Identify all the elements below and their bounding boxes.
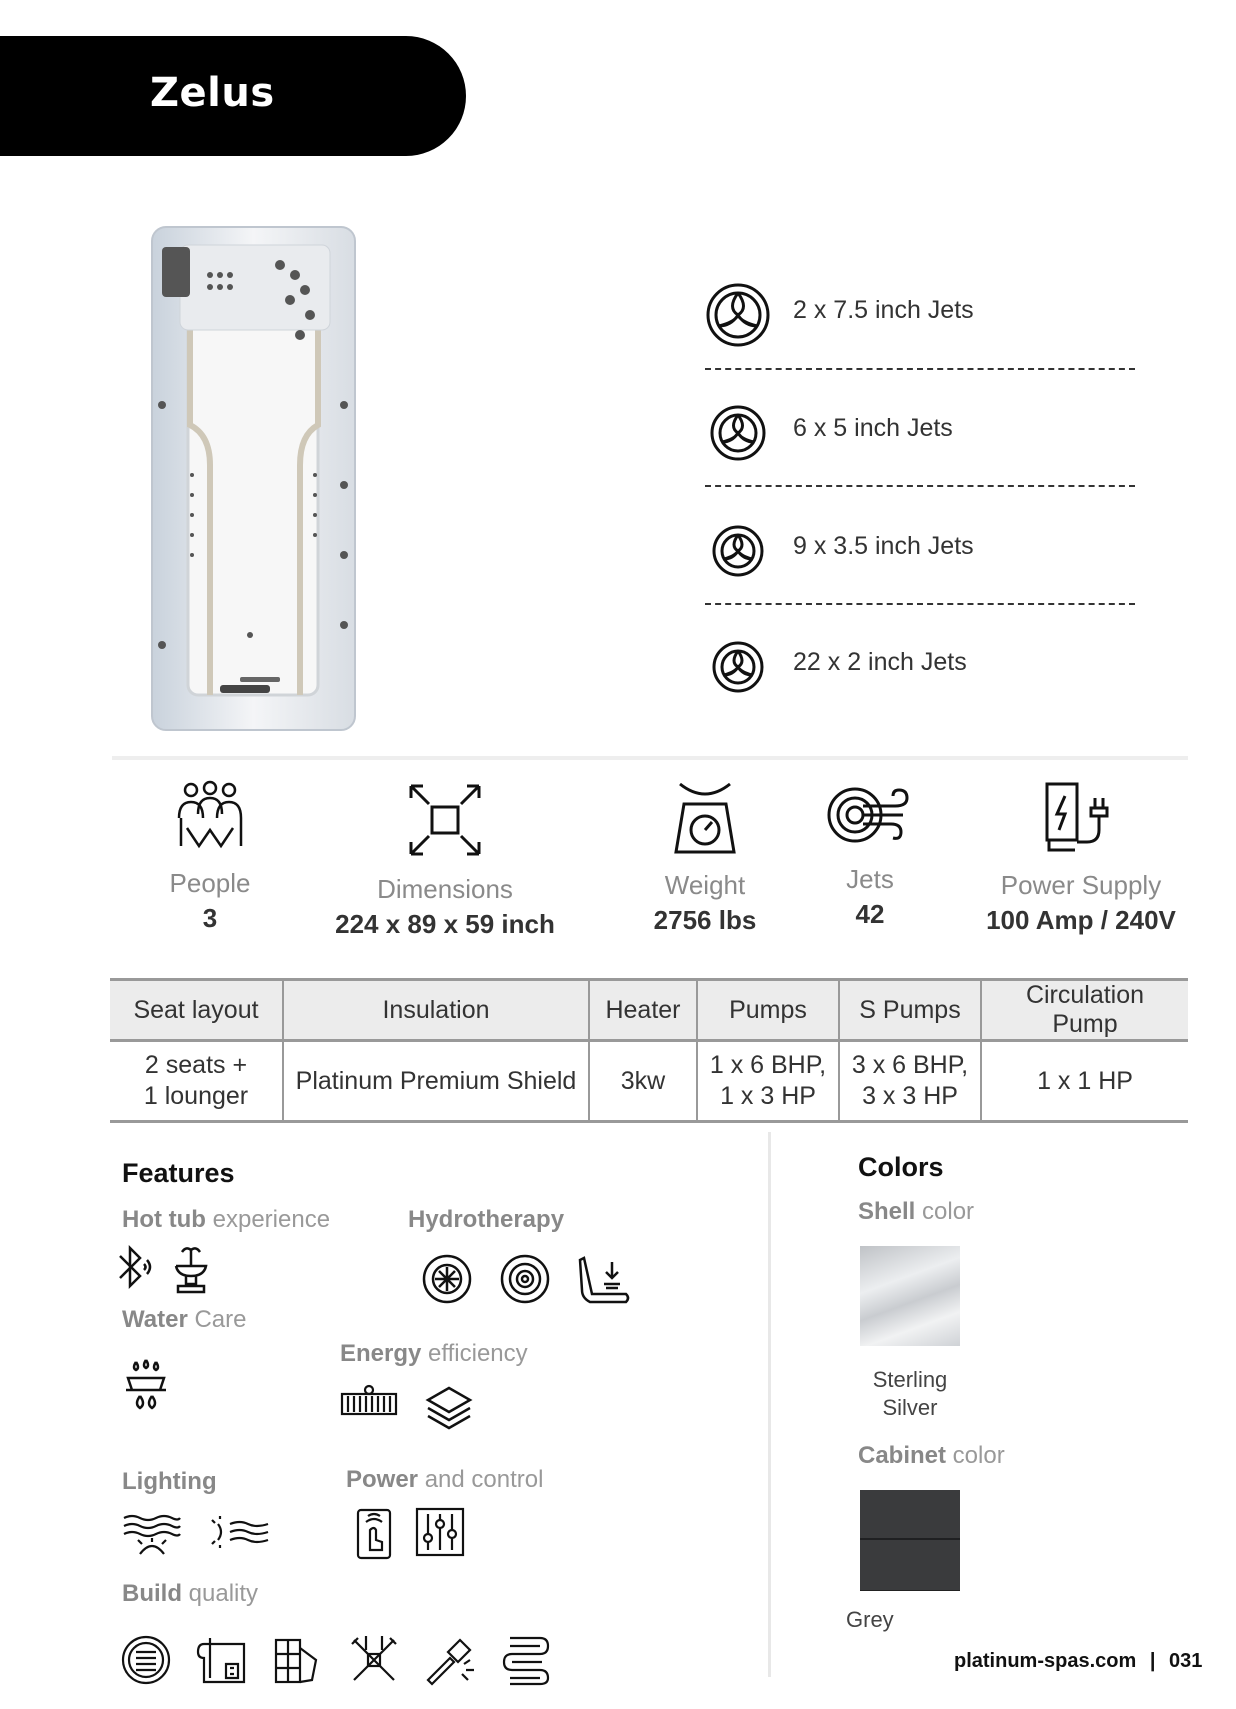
page-footer	[954, 1650, 1202, 1673]
page-number: 031	[1169, 1650, 1203, 1672]
spec-value: 100 Amp / 240V	[986, 905, 1176, 935]
spec-label: Jets	[846, 864, 894, 894]
spec-power-supply	[976, 780, 1186, 936]
swirl-jet-icon	[500, 1254, 550, 1304]
control-panel-icon	[414, 1506, 466, 1558]
dimensions-icon	[405, 780, 485, 860]
quality-seal-icon	[120, 1634, 172, 1686]
table-cell-pumps: 1 x 6 BHP, 1 x 3 HP	[697, 1041, 839, 1122]
hot-tub-icons	[114, 1242, 214, 1294]
hammer-icon	[424, 1634, 476, 1686]
energy-icons	[340, 1384, 474, 1434]
table-header: Pumps	[697, 980, 839, 1041]
jet-label: 9 x 3.5 inch Jets	[793, 532, 974, 560]
people-icon	[173, 780, 247, 854]
spec-jets	[820, 780, 920, 930]
jet-icon	[705, 282, 771, 348]
seat-massage-icon	[578, 1254, 632, 1306]
waterfall-light-icon	[210, 1512, 270, 1552]
spec-people	[150, 780, 270, 934]
spec-value: 3	[202, 903, 218, 933]
water-purification-icon	[124, 1356, 168, 1416]
table-cell-heater: 3kw	[589, 1041, 697, 1122]
features-title: Features	[122, 1158, 235, 1188]
spec-weight	[630, 780, 780, 936]
jet-icon	[422, 1254, 472, 1304]
category-build-quality: Build quality	[122, 1580, 259, 1607]
table-cell-circulation-pump: 1 x 1 HP	[981, 1041, 1188, 1122]
category-cabinet-color: Cabinet color	[858, 1442, 1005, 1469]
category-shell-color: Shell color	[858, 1198, 975, 1225]
spec-dimensions	[330, 780, 560, 940]
category-hot-tub-experience: Hot tub experience	[122, 1206, 331, 1233]
pipes-icon	[500, 1634, 552, 1686]
touch-control-icon	[354, 1506, 394, 1562]
jet-item	[705, 630, 1135, 700]
jet-icon	[705, 634, 771, 700]
water-care-icons	[124, 1356, 168, 1421]
table-cell-insulation: Platinum Premium Shield	[283, 1041, 589, 1122]
category-hydrotherapy: Hydrotherapy	[408, 1206, 565, 1233]
power-supply-icon	[1041, 780, 1121, 856]
heat-pump-icon	[340, 1384, 398, 1418]
materials-icon	[272, 1634, 324, 1686]
jet-label: 2 x 7.5 inch Jets	[793, 296, 974, 324]
page-title: Zelus	[150, 70, 275, 116]
table-row	[110, 1041, 1188, 1122]
spec-table	[110, 978, 1188, 1123]
underwater-light-icon	[122, 1512, 182, 1560]
table-header-row	[110, 980, 1188, 1041]
table-header: Insulation	[283, 980, 589, 1041]
category-power-and-control: Power and control	[346, 1466, 544, 1493]
spa-top-view-image	[150, 225, 357, 732]
table-header: Seat layout	[110, 980, 283, 1041]
spec-label: Power Supply	[1000, 870, 1162, 900]
jet-item	[705, 396, 1135, 466]
spec-label: Weight	[664, 870, 746, 900]
shell-color-name: Sterling Silver	[872, 1367, 948, 1420]
divider	[705, 485, 1135, 487]
spec-value: 42	[855, 899, 885, 929]
cabinet-color-swatch[interactable]	[860, 1490, 960, 1591]
table-header: S Pumps	[839, 980, 981, 1041]
category-lighting: Lighting	[122, 1468, 217, 1495]
spec-label: Dimensions	[377, 874, 513, 904]
column-divider	[768, 1132, 771, 1677]
divider	[705, 603, 1135, 605]
insulation-layers-icon	[424, 1384, 474, 1434]
footer-separator: |	[1149, 1650, 1156, 1672]
cabinet-color-name: Grey	[846, 1607, 894, 1632]
jet-item	[705, 514, 1135, 584]
bluetooth-icon	[114, 1242, 154, 1294]
hydrotherapy-icons	[422, 1254, 632, 1306]
table-cell-seat-layout: 2 seats + 1 lounger	[110, 1041, 283, 1122]
tools-icon	[348, 1634, 400, 1686]
shell-color-swatch[interactable]	[860, 1246, 960, 1346]
colors-title: Colors	[858, 1152, 944, 1182]
jets-icon	[825, 780, 915, 850]
jet-icon	[705, 400, 771, 466]
power-control-icons	[354, 1506, 466, 1562]
spec-value: 224 x 89 x 59 inch	[335, 909, 555, 939]
spec-label: People	[169, 868, 251, 898]
jet-item	[705, 278, 1135, 348]
blueprint-icon	[196, 1634, 248, 1686]
table-header: Heater	[589, 980, 697, 1041]
fountain-icon	[168, 1242, 214, 1294]
category-water-care: Water Care	[122, 1306, 247, 1333]
jet-icon	[705, 518, 771, 584]
spec-value: 2756 lbs	[653, 905, 757, 935]
website-link[interactable]: platinum-spas.com	[954, 1650, 1137, 1672]
section-divider	[112, 756, 1188, 760]
divider	[705, 368, 1135, 370]
category-energy-efficiency: Energy efficiency	[340, 1340, 528, 1367]
table-cell-s-pumps: 3 x 6 BHP, 3 x 3 HP	[839, 1041, 981, 1122]
jet-label: 6 x 5 inch Jets	[793, 414, 953, 442]
lighting-icons	[122, 1512, 270, 1560]
build-quality-icons	[120, 1634, 552, 1686]
weight-icon	[670, 780, 740, 856]
table-header: Circulation Pump	[981, 980, 1188, 1041]
jet-label: 22 x 2 inch Jets	[793, 648, 967, 676]
